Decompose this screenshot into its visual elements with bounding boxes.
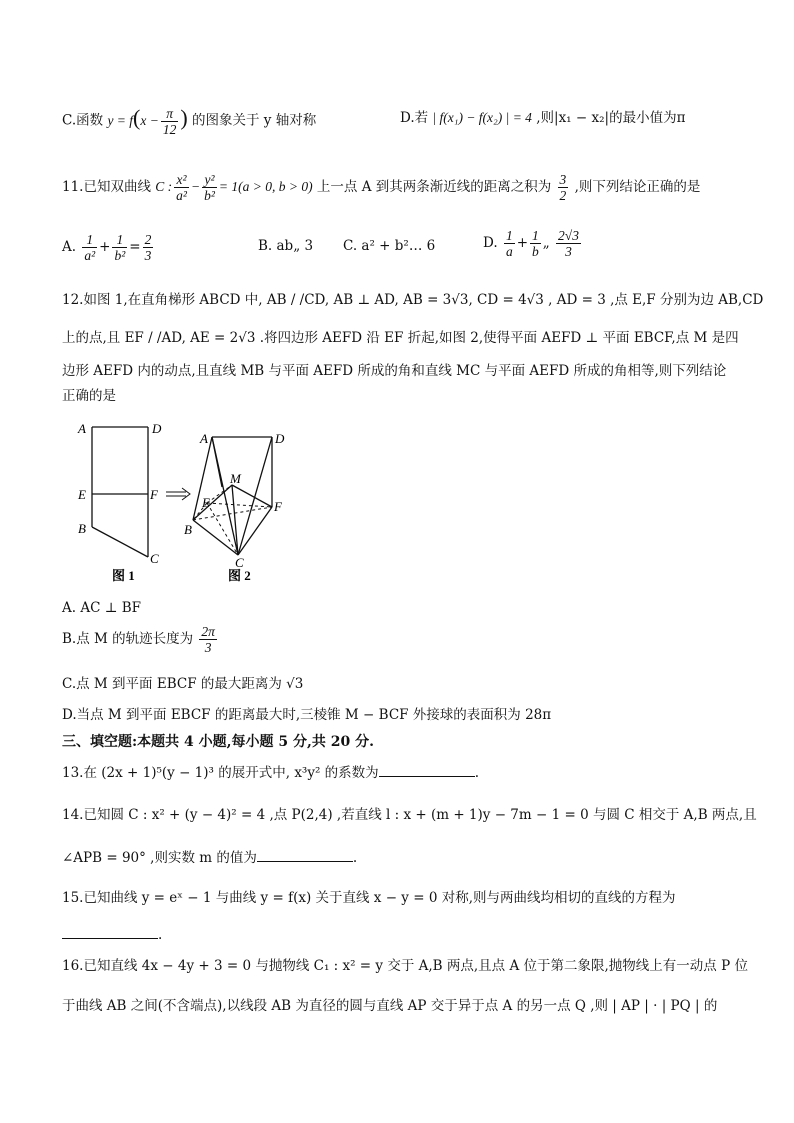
q10-option-c-text: C.函数: [62, 112, 104, 129]
fig2-caption: 图 2: [228, 568, 251, 583]
q14-line-1: 14.已知圆 C : x² + (y − 4)² = 4 ,点 P(2,4) ,若直线 l : x + (m + 1)y − 7m − 1 = 0 与圆 C 相交于 A,B 两点,且: [62, 807, 757, 823]
q12-line-3: 边形 AEFD 内的动点,且直线 MB 与平面 AEFD 所成的角和直线 MC 与平面 AEFD 所成的角相等,则下列结论: [62, 363, 727, 379]
q10-option-c: [62, 106, 316, 137]
fig2-label-a: A: [200, 431, 208, 446]
q11-option-b: B. ab„ 3: [258, 238, 314, 254]
q11-stem-frac: $\frac{3}{2}$: [559, 172, 567, 203]
section-3-title: 三、填空题:本题共 4 小题,每小题 5 分,共 20 分.: [62, 734, 374, 750]
fig2-label-b: B: [184, 522, 192, 537]
q12-line-2: 上的点,且 EF / /AD, AE = 2√3 .将四边形 AEFD 沿 EF 折起,如图 2,使得平面 AEFD ⊥ 平面 EBCF,点 M 是四: [62, 330, 739, 346]
q10-option-d-prefix: D.若: [400, 110, 429, 126]
fig1-label-f: F: [150, 487, 158, 502]
q14-line-2: ∠APB = 90° ,则实数 m 的值为 .: [62, 850, 358, 866]
q12-option-b: [62, 624, 219, 655]
q11-option-c: C. a² + b²… 6: [343, 238, 436, 254]
q16-line-1: 16.已知直线 4x − 4y + 3 = 0 与抛物线 C₁ : x² = y 交于 A,B 两点,且点 A 位于第二象限,抛物线上有一动点 P 位: [62, 958, 748, 974]
q10-option-c-math: y = f(x − $\frac{\pi}{12}$ ): [107, 104, 188, 137]
q10-option-d-suffix: ,则|x₁ − x₂|的最小值为π: [536, 110, 686, 126]
q11-stem-suffix: ,则下列结论正确的是: [574, 179, 701, 195]
q15-line-1: 15.已知曲线 y = eˣ − 1 与曲线 y = f(x) 关于直线 x − y = 0 对称,则与两曲线均相切的直线的方程为: [62, 890, 676, 906]
q12-option-b-frac: $\frac{2\pi}{3}$: [201, 624, 215, 655]
fig2-label-f: F: [274, 499, 282, 514]
q10-option-c-suffix: 的图象关于 y 轴对称: [191, 112, 317, 129]
q14-answer-blank[interactable]: [257, 849, 353, 862]
fig1-caption: 图 1: [112, 568, 135, 583]
q11-stem-mid: 上一点 A 到其两条渐近线的距离之积为: [316, 179, 552, 195]
q11-stem-prefix: 11.已知双曲线: [62, 179, 151, 195]
fig1-label-a: A: [78, 421, 86, 436]
q16-line-2: 于曲线 AB 之间(不含端点),以线段 AB 为直径的圆与直线 AP 交于异于点 A 的另一点 Q ,则 | AP | · | PQ | 的: [62, 998, 718, 1014]
q13-text: 13.在 (2x + 1)⁵(y − 1)³ 的展开式中, x³y² 的系数为: [62, 765, 379, 781]
q15-answer-blank[interactable]: [62, 926, 158, 939]
q11-stem-math: C : $\frac{\text{x²}}{\text{a²}}$ − $\frac{\text{y²}}{\text{b²}}$ = 1(a > 0, b > 0): [155, 172, 313, 204]
fig2-label-m: M: [230, 471, 241, 486]
q11-option-d: D. $\frac{1}{a}$ + $\frac{1}{b}$ „ $\frac{2√3}{3}$: [483, 228, 579, 259]
q10-option-d-math: | f(x₁) − f(x₂) | = 4: [432, 110, 532, 125]
figure-1-trapezoid: [92, 427, 148, 557]
fig2-label-d: D: [275, 431, 285, 446]
q13-answer-blank[interactable]: [379, 764, 475, 777]
fig1-label-b: B: [78, 521, 86, 536]
fig1-label-e: E: [78, 487, 86, 502]
q11-option-a: A. $\frac{1}{\text{a²}}$ + $\frac{1}{\text{b²}}$ = $\frac{2}{3}$: [62, 232, 152, 263]
fig1-label-d: D: [152, 421, 162, 436]
q12-option-c: C.点 M 到平面 EBCF 的最大距离为 √3: [62, 676, 304, 692]
q12-option-a: A. AC ⊥ BF: [62, 600, 141, 616]
q10-option-d: [400, 108, 685, 128]
q13: 13.在 (2x + 1)⁵(y − 1)³ 的展开式中, x³y² 的系数为 .: [62, 765, 479, 781]
fig1-label-c: C: [150, 551, 159, 566]
q14-line-2-text: ∠APB = 90° ,则实数 m 的值为: [62, 850, 257, 866]
fig2-label-e: E: [202, 495, 210, 510]
q12-option-d: D.当点 M 到平面 EBCF 的距离最大时,三棱锥 M − BCF 外接球的表面积为 28π: [62, 707, 552, 723]
q12-line-4: 正确的是: [62, 388, 116, 404]
q15-answer-line: .: [62, 925, 162, 945]
q11-stem: [62, 172, 700, 203]
q12-option-b-prefix: B.点 M 的轨迹长度为: [62, 631, 194, 647]
fig2-label-c: C: [235, 555, 244, 570]
fold-arrow-icon: [166, 488, 190, 500]
q12-line-1: 12.如图 1,在直角梯形 ABCD 中, AB / /CD, AB ⊥ AD, AB = 3√3, CD = 4√3 , AD = 3 ,点 E,F 分别为边 AB,CD: [62, 292, 764, 308]
q12-figures: [70, 415, 300, 590]
